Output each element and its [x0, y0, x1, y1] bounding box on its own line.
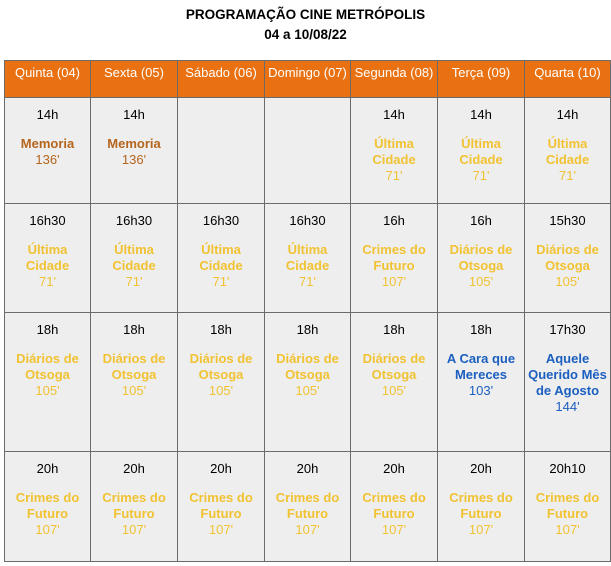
screening-time: 18h [123, 322, 145, 337]
film-duration: 107' [121, 522, 147, 537]
screening-time: 16h30 [29, 213, 66, 228]
screening-time: 16h30 [289, 213, 326, 228]
header-row [5, 61, 611, 98]
film-title: Crimes do Futuro [362, 242, 426, 273]
day-header: Terça (09) [438, 61, 525, 98]
film-duration: 105' [381, 383, 407, 398]
screening-time: 18h [470, 322, 492, 337]
film-title: Aquele Querido Mês de Agosto [528, 351, 607, 398]
film-title: Crimes do Futuro [15, 490, 80, 521]
screening-time: 18h [36, 322, 59, 337]
film-title: Última Cidade [372, 136, 416, 167]
film-duration: 105' [555, 274, 580, 289]
film-title: Última Cidade [545, 136, 590, 167]
film-duration: 105' [468, 274, 494, 289]
film-duration: 144' [555, 399, 580, 414]
screening-cell [178, 204, 265, 313]
screening-cell [5, 452, 91, 562]
screening-cell [91, 204, 178, 313]
screening-cell [91, 313, 178, 452]
schedule-row [5, 313, 611, 452]
day-header: Quinta (04) [5, 61, 91, 98]
film-duration: 107' [381, 522, 407, 537]
screening-cell [5, 313, 91, 452]
screening-time: 14h [36, 107, 59, 122]
title-line-1: PROGRAMAÇÃO CINE METRÓPOLIS [185, 7, 426, 22]
film-title: Diários de Otsoga [449, 242, 513, 273]
screening-cell [438, 98, 525, 204]
film-title: Diários de Otsoga [276, 351, 339, 382]
screening-time: 20h [470, 461, 492, 476]
film-duration: 71' [559, 168, 576, 183]
screening-cell [438, 204, 525, 313]
screening-time: 16h30 [115, 213, 153, 228]
film-duration: 71' [299, 274, 316, 289]
page-title [0, 0, 611, 45]
film-duration: 71' [39, 274, 56, 289]
day-header: Segunda (08) [351, 61, 438, 98]
screening-cell [178, 452, 265, 562]
screening-cell [91, 98, 178, 204]
film-title: Última Cidade [199, 242, 243, 273]
screening-time: 20h [210, 461, 232, 476]
schedule-table [4, 60, 611, 562]
film-title: Diários de Otsoga [16, 351, 79, 382]
screening-time: 16h30 [202, 213, 240, 228]
film-duration: 136' [35, 152, 60, 167]
screening-cell [525, 204, 611, 313]
screening-time: 14h [383, 107, 405, 122]
screening-time: 14h [123, 107, 145, 122]
film-title: Última Cidade [112, 242, 156, 273]
film-duration: 103' [468, 383, 494, 398]
screening-time: 20h [36, 461, 59, 476]
film-title: Diários de Otsoga [102, 351, 166, 382]
screening-time: 16h [470, 213, 492, 228]
screening-time: 17h30 [549, 322, 586, 337]
screening-cell [5, 98, 91, 204]
screening-cell [351, 204, 438, 313]
screening-cell [351, 452, 438, 562]
screening-cell [525, 313, 611, 452]
screening-time: 18h [296, 322, 319, 337]
film-title: Diários de Otsoga [362, 351, 426, 382]
schedule-row [5, 204, 611, 313]
screening-time: 20h [383, 461, 405, 476]
screening-cell [525, 452, 611, 562]
film-title: Memoria [20, 136, 75, 151]
screening-cell [91, 452, 178, 562]
screening-cell [438, 452, 525, 562]
film-title: A Cara que Mereces [446, 351, 516, 382]
film-title: Última Cidade [285, 242, 330, 273]
film-duration: 105' [121, 383, 147, 398]
film-duration: 105' [295, 383, 320, 398]
film-duration: 105' [208, 383, 234, 398]
empty-cell [178, 98, 265, 204]
schedule-body [5, 98, 611, 562]
screening-time: 14h [470, 107, 492, 122]
film-title: Última Cidade [459, 136, 503, 167]
screening-cell [438, 313, 525, 452]
film-title: Crimes do Futuro [102, 490, 166, 521]
empty-cell [265, 98, 351, 204]
film-title: Crimes do Futuro [535, 490, 600, 521]
screening-cell [265, 452, 351, 562]
screening-time: 16h [383, 213, 405, 228]
screening-cell [265, 204, 351, 313]
schedule-row [5, 98, 611, 204]
screening-time: 20h [296, 461, 319, 476]
film-duration: 71' [125, 274, 143, 289]
screening-time: 20h10 [549, 461, 586, 476]
film-title: Crimes do Futuro [362, 490, 426, 521]
day-header: Sábado (06) [178, 61, 265, 98]
day-header: Quarta (10) [525, 61, 611, 98]
film-duration: 105' [35, 383, 60, 398]
screening-cell [265, 313, 351, 452]
film-title: Memoria [107, 136, 161, 151]
film-duration: 71' [472, 168, 490, 183]
film-title: Última Cidade [25, 242, 70, 273]
film-title: Crimes do Futuro [189, 490, 253, 521]
film-duration: 107' [381, 274, 407, 289]
film-duration: 107' [208, 522, 234, 537]
film-duration: 107' [295, 522, 320, 537]
day-header: Sexta (05) [91, 61, 178, 98]
screening-cell [5, 204, 91, 313]
schedule-row [5, 452, 611, 562]
screening-time: 14h [556, 107, 579, 122]
film-title: Diários de Otsoga [189, 351, 253, 382]
title-line-2: 04 a 10/08/22 [264, 27, 347, 42]
day-header: Domingo (07) [265, 61, 351, 98]
film-title: Crimes do Futuro [449, 490, 513, 521]
film-title: Crimes do Futuro [275, 490, 340, 521]
film-duration: 136' [121, 152, 147, 167]
film-duration: 107' [555, 522, 580, 537]
screening-time: 18h [383, 322, 405, 337]
screening-time: 20h [123, 461, 145, 476]
film-duration: 107' [468, 522, 494, 537]
screening-time: 18h [210, 322, 232, 337]
film-duration: 71' [212, 274, 230, 289]
screening-time: 15h30 [549, 213, 586, 228]
screening-cell [351, 313, 438, 452]
film-duration: 107' [35, 522, 60, 537]
screening-cell [525, 98, 611, 204]
screening-cell [178, 313, 265, 452]
screening-cell [351, 98, 438, 204]
film-title: Diários de Otsoga [536, 242, 599, 273]
film-duration: 71' [385, 168, 403, 183]
